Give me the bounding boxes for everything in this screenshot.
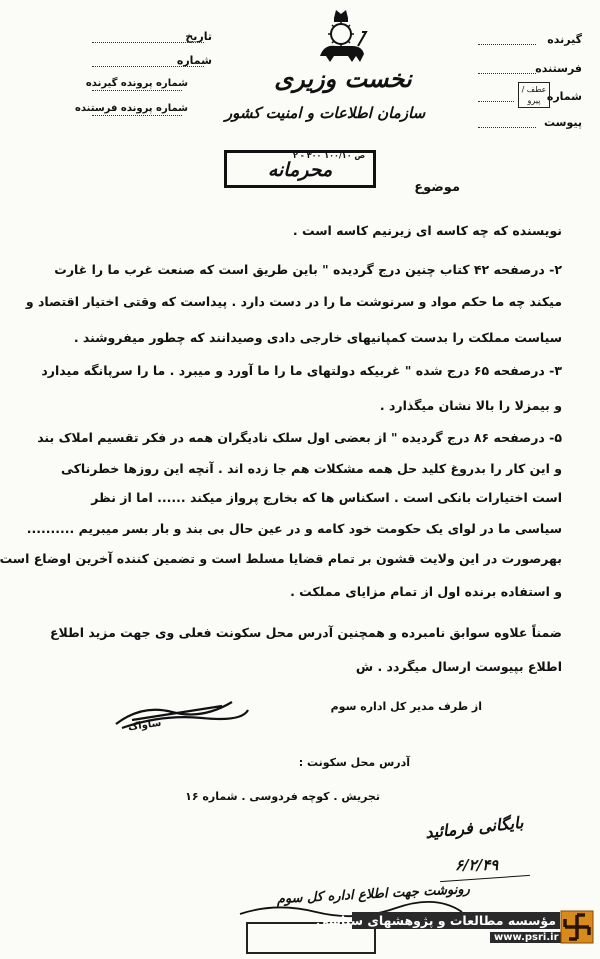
- number-box: عطف / پیرو: [518, 82, 550, 108]
- body-line-7: ۵- درصفحه ۸۶ درج گردیده " از بعضی اول سلک نادیگران همه در فکر تقسیم املاک بند: [37, 430, 562, 445]
- confidential-stamp: [224, 150, 376, 188]
- body-line-1: نویسنده که چه کاسه ای زیرنیم کاسه است .: [292, 223, 562, 238]
- subject-label: موضوع: [414, 180, 460, 195]
- handwritten-date: ۶/۲/۴۹: [455, 856, 499, 874]
- signoff-struck-text: ساواک: [127, 717, 163, 734]
- label-sender-file-number: شماره پرونده فرستنده: [75, 103, 188, 114]
- stamp-small-number: ص ۱۰۰/۱۰ ۳۰۰ - ۲: [293, 151, 366, 160]
- address-value: تجریش . کوچه فردوسی . شماره ۱۶: [185, 790, 380, 803]
- body-line-14: اطلاع بپیوست ارسال میگردد . ش: [355, 659, 562, 674]
- psri-logo-icon: [560, 910, 594, 944]
- body-line-9: است اختیارات بانکی است . اسکناس ها که بخارج پرواز میکند ...... اما از نظر: [91, 490, 562, 505]
- signoff-text: از طرف مدیر کل اداره سوم: [330, 700, 482, 713]
- lion-and-sun-emblem-icon: [312, 4, 370, 66]
- handwritten-note: بایگانی فرمائید: [424, 812, 525, 843]
- org-title: نخست وزیری: [274, 64, 412, 93]
- watermark-url: www.psri.ir: [490, 932, 563, 943]
- footer-handwritten-copy: رونوشت جهت اطلاع اداره کل سوم: [276, 881, 471, 908]
- watermark-text: مؤسسه مطالعات و پژوهشهای سیاسی: [352, 912, 560, 929]
- body-line-10: سیاسی ما در لوای یک حکومت خود کامه و در عین حال بی بند و بار بسر میبریم ..........: [26, 521, 562, 536]
- body-line-2: ۲- درصفحه ۴۲ کتاب چنین درج گردیده " باین طریق است که صنعت غرب ما را غارت: [54, 262, 562, 277]
- body-line-6: و بیمزلا را بالا نشان میگذارد .: [379, 398, 562, 413]
- body-line-5: ۳- درصفحه ۶۵ درج شده " غربیکه دولتهای ما را ما آورد و میبرد . ما را سرپانگه میدارد: [41, 363, 562, 378]
- label-letter-number: شماره: [176, 54, 212, 67]
- body-line-4: سیاست مملکت را بدست کمپانیهای خارجی دادی وصیدانند که چطور میفروشند .: [73, 330, 562, 345]
- label-sender: فرستنده: [535, 62, 582, 75]
- label-date: تاریخ: [185, 30, 212, 43]
- org-subtitle: سازمان اطلاعات و امنیت کشور: [224, 104, 426, 122]
- label-number: شماره: [546, 90, 582, 103]
- label-recipient-file-number: شماره پرونده گیرنده: [85, 78, 188, 89]
- body-line-8: و این کار را بدروغ کلید حل همه مشکلات هم جا زده اند . آنچه این روزها خطرناکی: [61, 461, 562, 476]
- body-line-11: بهرصورت در این ولایت قشون بر تمام قضایا مسلط است و تضمین کننده آخرین اوضاع است: [0, 551, 562, 566]
- address-label: آدرس محل سکونت :: [298, 756, 410, 769]
- body-line-13: ضمناً علاوه سوابق نامبرده و همچنین آدرس محل سکونت فعلی وی جهت مزید اطلاع: [49, 625, 562, 640]
- body-line-12: و استفاده برنده اول از تمام مزایای مملکت .: [290, 584, 562, 599]
- stamp-text: محرمانه: [267, 159, 333, 181]
- label-recipient: گیرنده: [547, 33, 582, 46]
- body-line-3: میکند چه ما حکم مواد و سرنوشت ما را در دست دارد . پیداست که وقتی اختیار اقتصاد و: [25, 294, 562, 309]
- label-attachment: پیوست: [544, 116, 582, 129]
